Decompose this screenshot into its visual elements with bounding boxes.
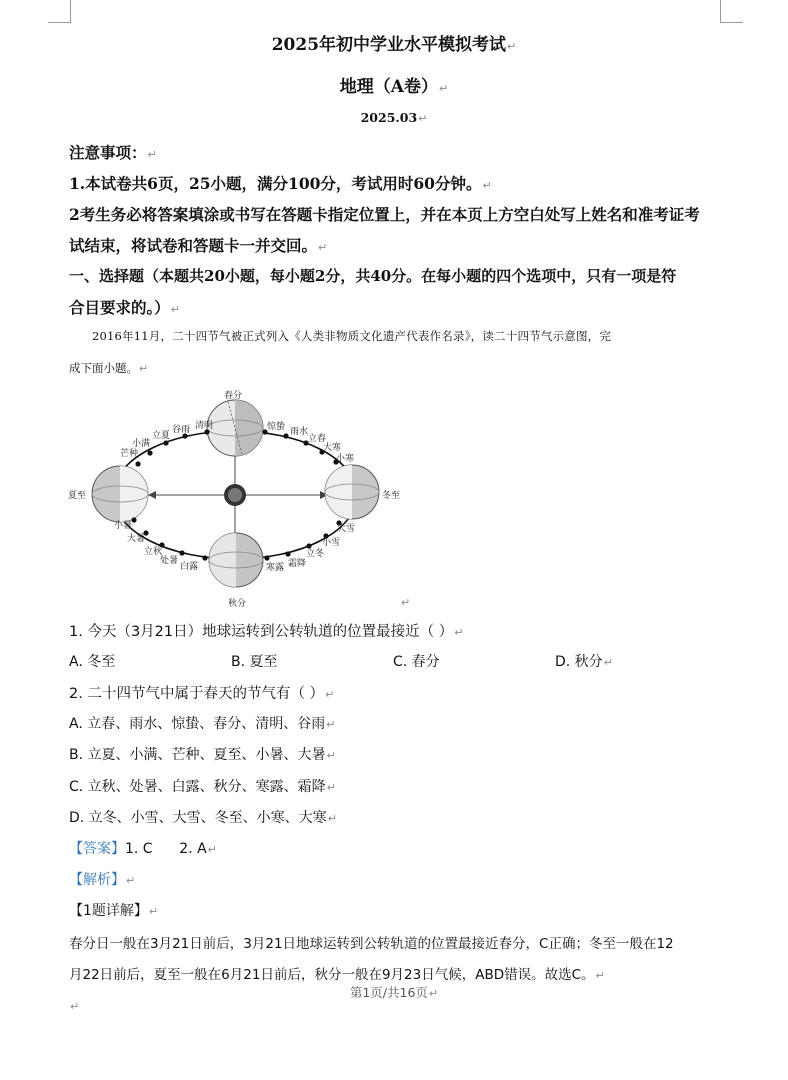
label-qiufen: 秋分 bbox=[228, 599, 247, 608]
earth-summer-solstice bbox=[92, 466, 148, 522]
label-jingzhe: 惊蛰 bbox=[267, 422, 286, 432]
label-liqiu: 立秋 bbox=[144, 547, 163, 557]
label-dashu: 大暑 bbox=[127, 534, 146, 544]
earth-autumn-equinox bbox=[209, 533, 263, 587]
earth-winter-solstice bbox=[325, 465, 379, 519]
label-dahan: 大寒 bbox=[323, 443, 342, 453]
solar-terms-diagram bbox=[60, 388, 420, 608]
crop-mark-top-right bbox=[720, 0, 743, 23]
section-1-line2: 合目要求的。）↵ bbox=[69, 298, 180, 317]
label-chunfen: 春分 bbox=[224, 391, 243, 401]
label-lichun: 立春 bbox=[308, 434, 327, 444]
detail-line1: 春分日一般在3月21日前后，3月21日地球运转到公转轨道的位置最接近春分，C正确；冬至一般在12 bbox=[69, 936, 674, 952]
earth-spring-equinox bbox=[207, 400, 263, 456]
label-hanlu: 寒露 bbox=[266, 563, 285, 573]
label-lixia: 立夏 bbox=[152, 431, 171, 441]
detail-tag-line: 【1题详解】↵ bbox=[69, 903, 159, 919]
exam-title: 2025年初中学业水平模拟考试↵ bbox=[271, 35, 517, 55]
q2-option-b: B. 立夏、小满、芒种、夏至、小暑、大暑↵ bbox=[69, 747, 336, 763]
notice-header: 注意事项：↵ bbox=[69, 143, 157, 162]
label-dongzhi: 冬至 bbox=[382, 491, 401, 501]
figure-paragraph-mark: ↵ bbox=[401, 596, 411, 609]
label-yushui: 雨水 bbox=[290, 427, 309, 437]
label-daxue: 大雪 bbox=[337, 524, 356, 534]
label-xiaoxue: 小雪 bbox=[322, 538, 341, 548]
exam-date: 2025.03↵ bbox=[360, 110, 428, 125]
q2-option-c: C. 立秋、处暑、白露、秋分、寒露、霜降↵ bbox=[69, 779, 336, 795]
q2-option-d: D. 立冬、小雪、大雪、冬至、小寒、大寒↵ bbox=[69, 810, 337, 826]
label-guyu: 谷雨 bbox=[172, 425, 191, 435]
label-shuangjiang: 霜降 bbox=[288, 559, 307, 569]
question-2: 2. 二十四节气中属于春天的节气有（ ）↵ bbox=[69, 686, 335, 702]
label-chushu: 处暑 bbox=[160, 556, 179, 566]
analysis-line: 【解析】↵ bbox=[69, 872, 136, 888]
notice-2-line2: 试结束，将试卷和答题卡一并交回。↵ bbox=[69, 236, 328, 255]
page-footer: 第1页/共16页↵ bbox=[349, 985, 439, 1000]
label-xiaoman: 小满 bbox=[132, 439, 151, 449]
intro-line2: 成下面小题。↵ bbox=[69, 361, 149, 375]
exam-subtitle: 地理（A卷）↵ bbox=[339, 77, 449, 97]
trailing-paragraph-mark: ↵ bbox=[70, 1000, 80, 1013]
q1-option-d: D. 秋分↵ bbox=[555, 654, 613, 670]
label-xiazhi: 夏至 bbox=[68, 491, 87, 501]
detail-line2: 月22日前后，夏至一般在6月21日前后，秋分一般在9月23日气候，ABD错误。故选C。↵ bbox=[69, 967, 605, 983]
answer-line: 【答案】1. C 2. A↵ bbox=[69, 841, 217, 857]
label-qingming: 清明 bbox=[195, 421, 214, 431]
label-mangzhong: 芒种 bbox=[120, 449, 139, 459]
q1-option-b: B. 夏至 bbox=[231, 654, 278, 670]
crop-mark-top-left bbox=[48, 0, 71, 23]
label-xiaoshu: 小暑 bbox=[114, 521, 133, 531]
answer-tag: 【答案】 bbox=[69, 841, 125, 857]
notice-1: 1.本试卷共6页，25小题，满分100分，考试用时60分钟。↵ bbox=[69, 174, 492, 193]
label-bailu: 白露 bbox=[180, 562, 199, 572]
q1-option-a: A. 冬至 bbox=[69, 654, 116, 670]
question-1: 1. 今天（3月21日）地球运转到公转轨道的位置最接近（ ）↵ bbox=[69, 624, 464, 640]
q1-option-c: C. 春分 bbox=[393, 654, 440, 670]
q2-option-a: A. 立春、雨水、惊蛰、春分、清明、谷雨↵ bbox=[69, 716, 336, 732]
section-1-line1: 一、选择题（本题共20小题，每小题2分，共40分。在每小题的四个选项中，只有一项是符 bbox=[69, 267, 677, 285]
intro-line1: 2016年11月，二十四节气被正式列入《人类非物质文化遗产代表作名录》，读二十四节气示意图，完 bbox=[92, 329, 612, 343]
notice-2-line1: 2考生务必将答案填涂或书写在答题卡指定位置上，并在本页上方空白处写上姓名和准考证考 bbox=[69, 205, 700, 224]
label-lidong: 立冬 bbox=[306, 549, 325, 559]
arrow-left bbox=[148, 491, 156, 499]
label-xiaohan: 小寒 bbox=[336, 454, 355, 464]
